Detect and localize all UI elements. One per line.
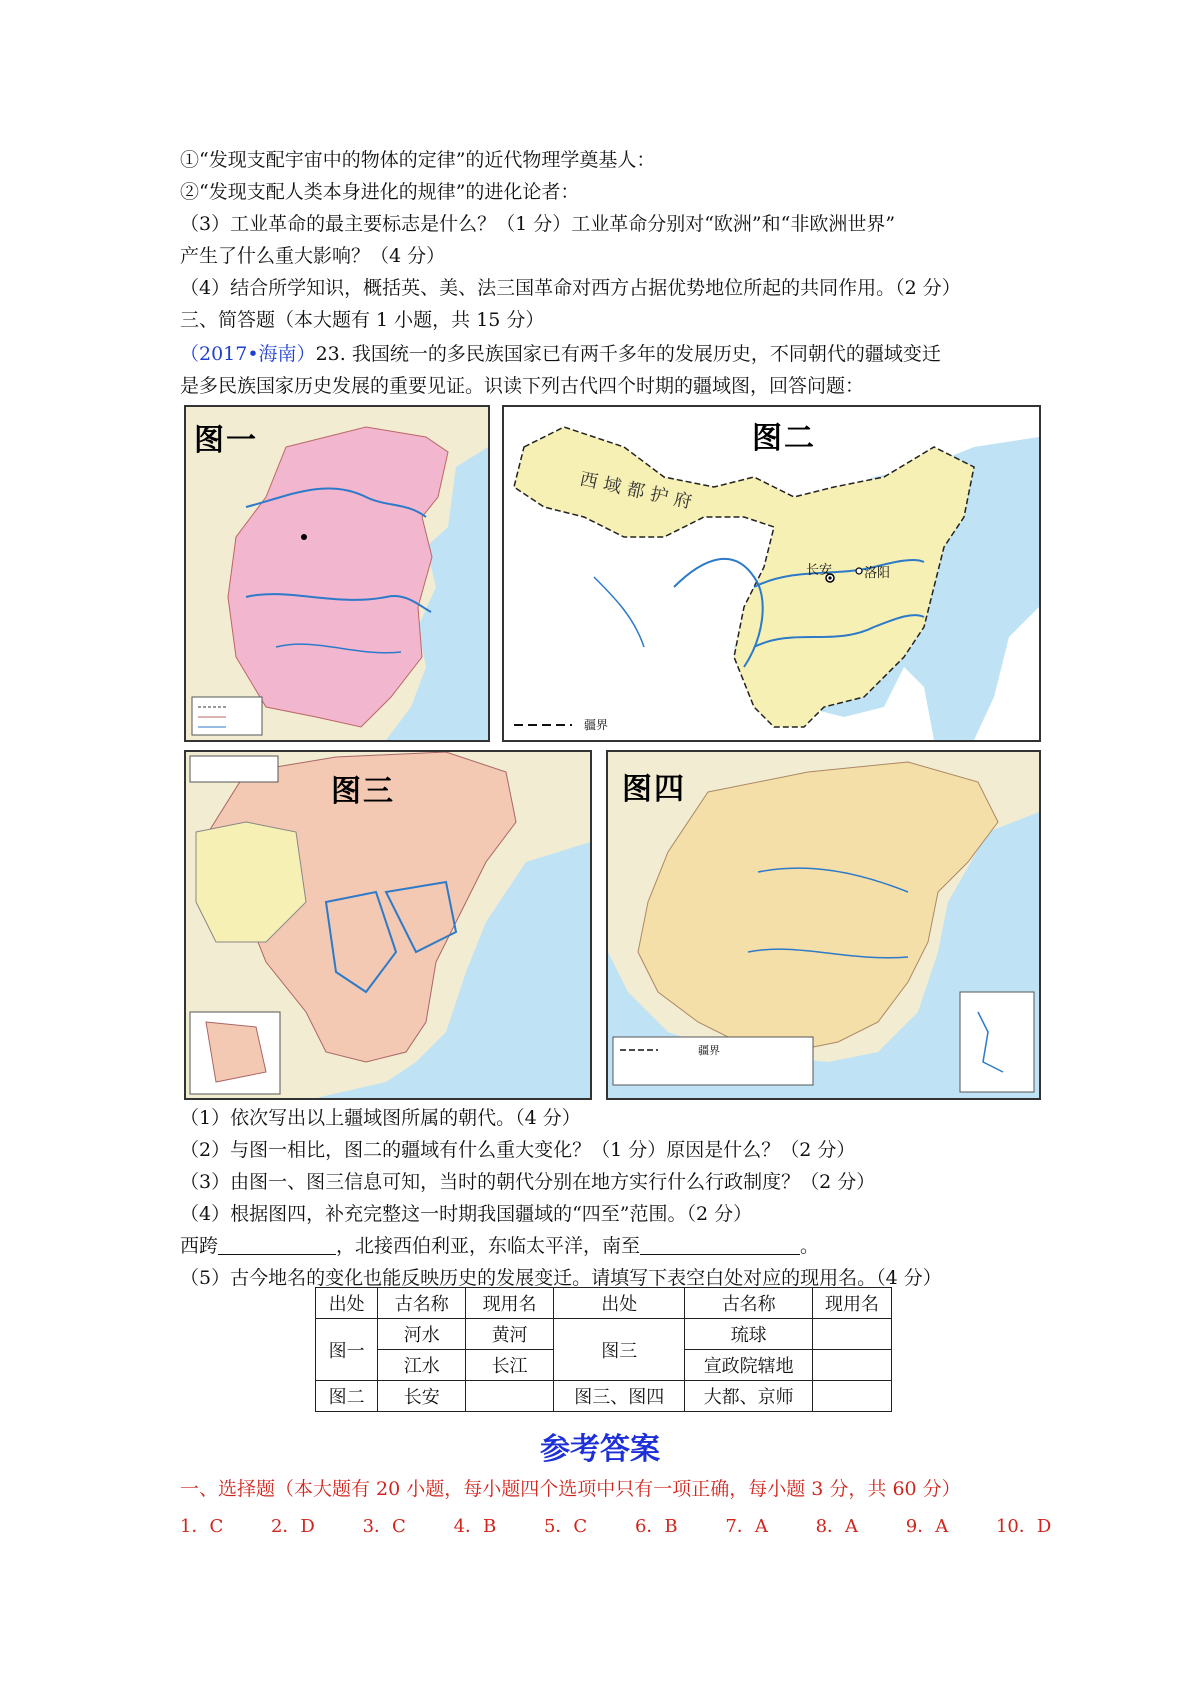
table-cell: 黄河 [466, 1319, 554, 1350]
table-header: 现用名 [812, 1288, 891, 1319]
question-23 [180, 339, 941, 369]
sub-question-5: （5）古今地名的变化也能反映历史的发展变迁。请填写下表空白处对应的现用名。（4 分） [180, 1267, 942, 1289]
answer-item: 8．A [815, 1516, 859, 1537]
map-2-city-changan: 长安 [806, 563, 833, 578]
question-3: （3）工业革命的最主要标志是什么？（1 分）工业革命分别对“欧洲”和“非欧洲世界” [180, 213, 896, 235]
answer-item: 4．B [453, 1516, 497, 1537]
fill-text-a: 西跨 [180, 1235, 219, 1257]
text-line: ②“发现支配人类本身进化的规律”的进化论者： [180, 181, 580, 203]
table-cell: 大都、京师 [685, 1381, 813, 1412]
table-cell: 图三 [554, 1319, 685, 1381]
text-line: ①“发现支配宇宙中的物体的定律”的近代物理学奠基人： [180, 149, 656, 171]
answer-item: 6．B [634, 1516, 678, 1537]
sub-question-1: （1）依次写出以上疆域图所属的朝代。（4 分） [180, 1107, 581, 1129]
answer-item: 2．D [270, 1516, 315, 1537]
table-row [316, 1319, 892, 1350]
source-tag: （2017•海南） [180, 343, 316, 365]
answer-item: 3．C [362, 1516, 406, 1537]
table-row [316, 1381, 892, 1412]
table-header: 现用名 [466, 1288, 554, 1319]
table-answer-cell[interactable] [812, 1350, 891, 1381]
map-4-legend-label: 疆界 [698, 1044, 720, 1057]
table-header: 出处 [554, 1288, 685, 1319]
table-header: 古名称 [685, 1288, 813, 1319]
map-2-city-luoyang: 洛阳 [864, 566, 891, 581]
table-header: 古名称 [378, 1288, 466, 1319]
table-cell: 琉球 [685, 1319, 813, 1350]
table-cell: 图二 [316, 1381, 378, 1412]
sub-question-4-fill [180, 1231, 819, 1261]
question-3-cont: 产生了什么重大影响？（4 分） [180, 245, 446, 267]
answer-key-title: 参考答案 [540, 1432, 660, 1467]
question-23-text: 23. 我国统一的多民族国家已有两千多年的发展历史，不同朝代的疆域变迁 [315, 343, 941, 365]
fill-text-b: ，北接西伯利亚，东临太平洋，南至 [336, 1235, 641, 1257]
answer-section-heading: 一、选择题（本大题有 20 小题，每小题四个选项中只有一项正确，每小题 3 分，共 60 分） [180, 1478, 961, 1500]
table-answer-cell[interactable] [812, 1319, 891, 1350]
sub-question-4: （4）根据图四，补充完整这一时期我国疆域的“四至”范围。（2 分） [180, 1203, 753, 1225]
fill-text-c: 。 [800, 1235, 820, 1257]
answer-blank-south[interactable] [640, 1232, 800, 1255]
map-figure-1 [184, 405, 490, 742]
map-figure-2 [502, 405, 1041, 742]
sub-question-2: （2）与图一相比，图二的疆域有什么重大变化？（1 分）原因是什么？（2 分） [180, 1139, 856, 1161]
answer-blank-west[interactable] [218, 1232, 336, 1255]
question-23-cont: 是多民族国家历史发展的重要见证。识读下列古代四个时期的疆域图，回答问题： [180, 375, 865, 397]
map-2-title: 图二 [752, 421, 816, 456]
map-figure-4 [606, 750, 1041, 1100]
table-header: 出处 [316, 1288, 378, 1319]
table-answer-cell[interactable] [812, 1381, 891, 1412]
table-cell: 图三、图四 [554, 1381, 685, 1412]
sub-question-3: （3）由图一、图三信息可知，当时的朝代分别在地方实行什么行政制度？（2 分） [180, 1171, 876, 1193]
map-2-region-label: 西域都护府 [577, 468, 700, 515]
table-cell: 长安 [378, 1381, 466, 1412]
answer-item: 5．C [543, 1516, 588, 1537]
answer-list [180, 1512, 1093, 1538]
map-figure-3 [184, 750, 592, 1100]
map-4-title: 图四 [622, 772, 686, 807]
map-2-legend-label: 疆界 [584, 718, 609, 732]
question-4: （4）结合所学知识，概括英、美、法三国革命对西方占据优势地位所起的共同作用。（2 分） [180, 277, 961, 299]
map-3-title: 图三 [331, 774, 395, 809]
section-heading: 三、简答题（本大题有 1 小题，共 15 分） [180, 309, 545, 331]
table-answer-cell[interactable] [466, 1381, 554, 1412]
table-cell: 宣政院辖地 [685, 1350, 813, 1381]
table-header-row [316, 1288, 892, 1319]
answer-item: 10．D [995, 1516, 1052, 1537]
answer-item: 7．A [725, 1516, 768, 1537]
table-cell: 长江 [466, 1350, 554, 1381]
answer-item: 1．C [180, 1516, 224, 1537]
table-cell: 河水 [378, 1319, 466, 1350]
table-cell: 江水 [378, 1350, 466, 1381]
table-cell: 图一 [316, 1319, 378, 1381]
map-1-title: 图一 [194, 423, 258, 458]
answer-item: 9．A [905, 1516, 949, 1537]
place-name-table [315, 1287, 892, 1412]
